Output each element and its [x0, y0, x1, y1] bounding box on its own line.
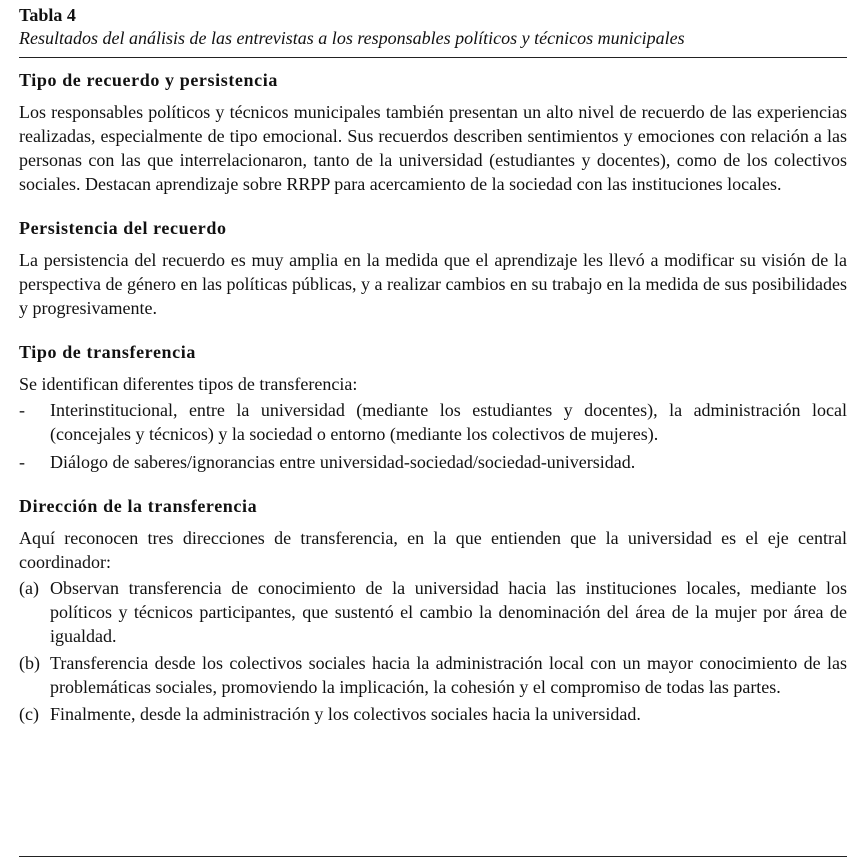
list-item	[19, 702, 847, 726]
list-item-text: Interinstitucional, entre la universidad (mediante los estudiantes y docentes), la administración local (concejales y técnicos) y la sociedad o entorno (mediante los colectivos de mujeres).	[50, 400, 847, 444]
transfer-type-list	[19, 398, 847, 474]
section-heading: Persistencia del recuerdo	[19, 218, 227, 238]
table-label: Tabla 4	[19, 5, 76, 25]
list-item-text: Observan transferencia de conocimiento de la universidad hacia las instituciones locales, mediante los políticos y técnicos participantes, que sustentó el cambio la denominación del área de la mujer por área de igualdad.	[50, 578, 847, 646]
section-tipo-transferencia	[19, 341, 847, 474]
list-marker: (b)	[19, 653, 40, 673]
list-marker: (a)	[19, 578, 39, 598]
list-marker: (c)	[19, 704, 39, 724]
table-container	[19, 4, 847, 729]
list-marker: -	[19, 452, 25, 472]
section-heading: Dirección de la transferencia	[19, 496, 258, 516]
list-item-text: Transferencia desde los colectivos sociales hacia la administración local con un mayor conocimiento de las problemáticas sociales, promoviendo la implicación, la cohesión y el compromiso de todas las partes.	[50, 653, 847, 697]
list-item	[19, 450, 847, 474]
list-item	[19, 651, 847, 699]
top-rule	[19, 57, 847, 58]
list-item-text: Finalmente, desde la administración y los colectivos sociales hacia la universidad.	[50, 704, 641, 724]
section-heading: Tipo de transferencia	[19, 342, 196, 362]
bottom-rule	[19, 856, 847, 857]
section-body: Los responsables políticos y técnicos municipales también presentan un alto nivel de recuerdo de las experiencias realizadas, especialmente de tipo emocional. Sus recuerdos describen sentimientos y emociones con relación a las personas con las que interrelacionaron, tanto de la universidad (estudiantes y docentes), como de los colectivos sociales. Destacan aprendizaje sobre RRPP para acercamiento de la sociedad con las instituciones locales.	[19, 102, 847, 194]
table-caption: Resultados del análisis de las entrevistas a los responsables políticos y técnicos municipales	[19, 28, 685, 48]
section-persistencia	[19, 217, 847, 320]
list-item	[19, 576, 847, 648]
list-item	[19, 398, 847, 446]
transfer-direction-list	[19, 576, 847, 726]
section-heading: Tipo de recuerdo y persistencia	[19, 70, 278, 90]
section-body: La persistencia del recuerdo es muy amplia en la medida que el aprendizaje les llevó a modificar su visión de la perspectiva de género en las políticas públicas, y a realizar cambios en su trabajo en la medida de sus posibilidades y progresivamente.	[19, 250, 847, 318]
section-intro: Aquí reconocen tres direcciones de transferencia, en la que entienden que la universidad es el eje central coordinador:	[19, 528, 847, 572]
section-intro: Se identifican diferentes tipos de transferencia:	[19, 374, 358, 394]
section-direccion-transferencia	[19, 495, 847, 726]
list-marker: -	[19, 400, 25, 420]
list-item-text: Diálogo de saberes/ignorancias entre universidad-sociedad/sociedad-universidad.	[50, 452, 636, 472]
section-tipo-recuerdo	[19, 69, 847, 196]
